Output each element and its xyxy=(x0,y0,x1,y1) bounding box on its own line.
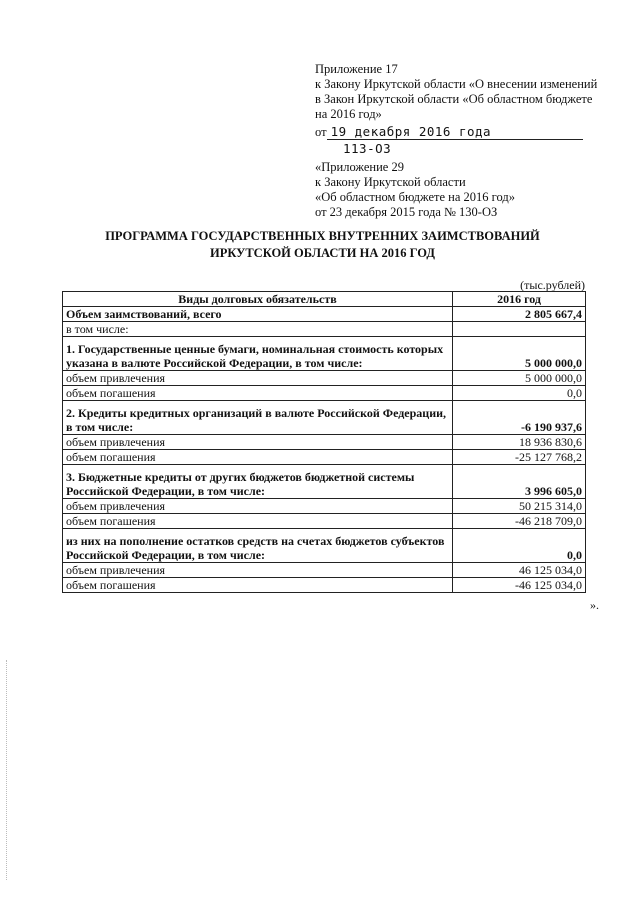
table-row xyxy=(63,435,586,450)
row-value xyxy=(453,322,586,337)
row-value: 18 936 830,6 xyxy=(453,435,586,450)
row-value: 50 215 314,0 xyxy=(453,499,586,514)
row-label: объем погашения xyxy=(63,514,453,529)
row-label: объем привлечения xyxy=(63,371,453,386)
row-value: 46 125 034,0 xyxy=(453,563,586,578)
table-row xyxy=(63,322,586,337)
row-value: 0,0 xyxy=(453,386,586,401)
table-row xyxy=(63,450,586,465)
law-number: 113-ОЗ xyxy=(343,141,392,156)
row-label: из них на пополнение остатков средств на счетах бюджетов субъектов Российской Федерации, в том числе: xyxy=(63,529,453,563)
row-label: объем погашения xyxy=(63,578,453,593)
law-reference-line-3: на 2016 год» xyxy=(315,107,382,121)
law-reference-line-2: в Закон Иркутской области «Об областном бюджете xyxy=(315,92,593,106)
table-row xyxy=(63,401,586,435)
date-prefix: от xyxy=(315,125,327,139)
column-header-year: 2016 год xyxy=(453,292,586,307)
table-row xyxy=(63,514,586,529)
sub-reference-line-1: к Закону Иркутской области xyxy=(315,175,466,189)
law-reference-line-1: к Закону Иркутской области «О внесении изменений xyxy=(315,77,598,91)
sub-reference-line-2: «Об областном бюджете на 2016 год» xyxy=(315,190,515,204)
law-date-line xyxy=(315,124,605,140)
row-label: объем погашения xyxy=(63,386,453,401)
row-value: -6 190 937,6 xyxy=(453,401,586,435)
sub-reference-line-3: от 23 декабря 2015 года № 130-ОЗ xyxy=(315,205,498,219)
table-row xyxy=(63,563,586,578)
row-label: объем привлечения xyxy=(63,563,453,578)
column-header-type: Виды долговых обязательств xyxy=(63,292,453,307)
appendix-title: Приложение 17 xyxy=(315,62,398,76)
table-row xyxy=(63,465,586,499)
row-label: объем привлечения xyxy=(63,435,453,450)
row-value: 5 000 000,0 xyxy=(453,337,586,371)
table-row xyxy=(63,499,586,514)
table-row xyxy=(63,337,586,371)
row-label: объем погашения xyxy=(63,450,453,465)
table-header-row xyxy=(63,292,586,307)
row-value: 2 805 667,4 xyxy=(453,307,586,322)
closing-quote: ». xyxy=(590,598,599,612)
row-label: объем привлечения xyxy=(63,499,453,514)
row-value: 0,0 xyxy=(453,529,586,563)
row-value: 3 996 605,0 xyxy=(453,465,586,499)
sub-appendix-title: «Приложение 29 xyxy=(315,160,404,174)
document-header xyxy=(315,62,605,220)
title-line-1: ПРОГРАММА ГОСУДАРСТВЕННЫХ ВНУТРЕННИХ ЗАИМСТВОВАНИЙ xyxy=(105,229,540,243)
table-row xyxy=(63,529,586,563)
row-label: 2. Кредиты кредитных организаций в валюте Российской Федерации, в том числе: xyxy=(63,401,453,435)
row-value: -46 125 034,0 xyxy=(453,578,586,593)
row-label: 1. Государственные ценные бумаги, номинальная стоимость которых указана в валюте Российской Федерации, в том числе: xyxy=(63,337,453,371)
law-date: 19 декабря 2016 года xyxy=(327,124,583,140)
borrowing-program-table xyxy=(62,291,586,593)
row-label: 3. Бюджетные кредиты от других бюджетов бюджетной системы Российской Федерации, в том числе: xyxy=(63,465,453,499)
row-value: 5 000 000,0 xyxy=(453,371,586,386)
scan-margin-marks xyxy=(6,660,9,880)
table-row xyxy=(63,371,586,386)
row-label: Объем заимствований, всего xyxy=(63,307,453,322)
table-row xyxy=(63,386,586,401)
table-row xyxy=(63,307,586,322)
row-label: в том числе: xyxy=(63,322,453,337)
unit-label: (тыс.рублей) xyxy=(520,278,585,292)
title-line-2: ИРКУТСКОЙ ОБЛАСТИ НА 2016 ГОД xyxy=(210,246,435,260)
document-title xyxy=(60,228,585,262)
row-value: -25 127 768,2 xyxy=(453,450,586,465)
table-row xyxy=(63,578,586,593)
row-value: -46 218 709,0 xyxy=(453,514,586,529)
